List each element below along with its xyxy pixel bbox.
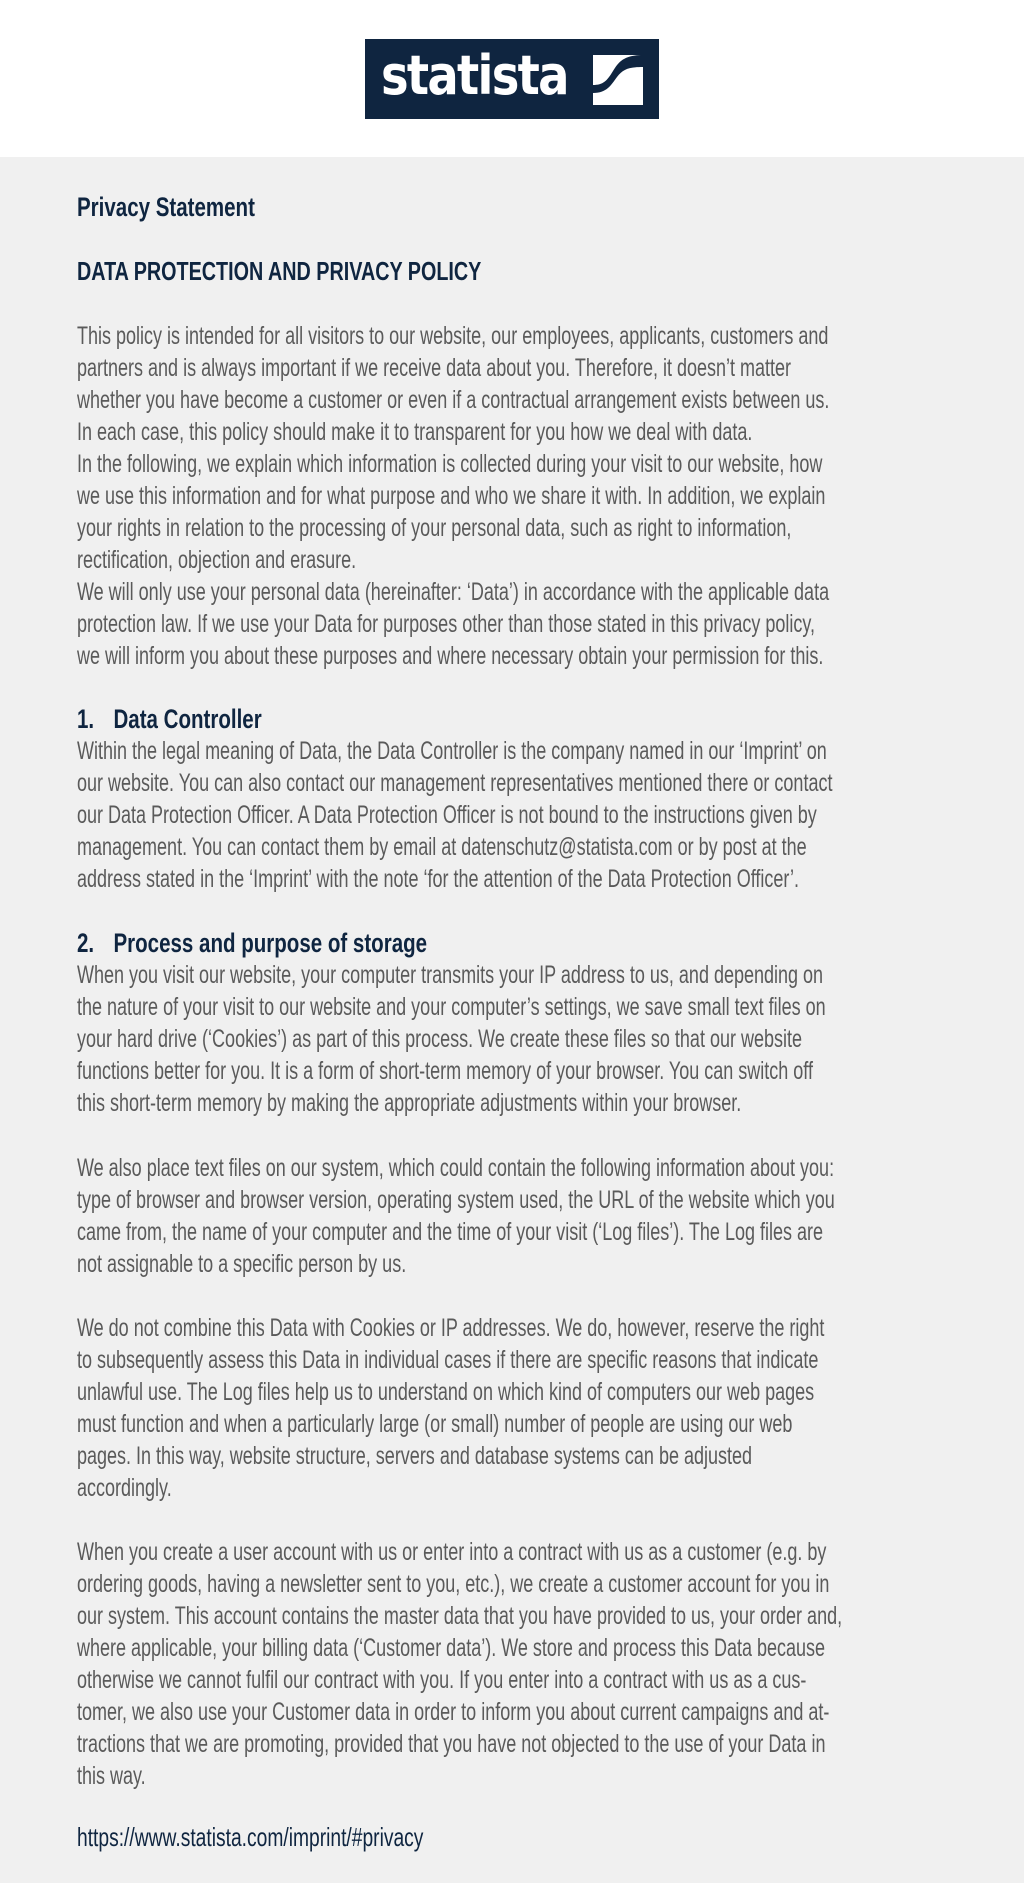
text-line: we use this information and for what purpose and who we share it with. In addition, we explain — [77, 482, 826, 510]
text-line: the nature of your visit to our website and your computer’s settings, we save small text files on — [77, 993, 826, 1021]
text-line: whether you have become a customer or even if a contractual arrangement exists between us. — [77, 386, 830, 414]
text-line: where applicable, your billing data (‘Customer data’). We store and process this Data because — [77, 1634, 826, 1662]
text-line: to subsequently assess this Data in individual cases if there are specific reasons that indicate — [77, 1346, 819, 1374]
paragraph-data-combination — [77, 1312, 1024, 1504]
section-title: Process and purpose of storage — [113, 928, 428, 958]
paragraph-customer-data — [77, 1536, 1024, 1792]
text-line: ordering goods, having a newsletter sent to you, etc.), we create a customer account for you in — [77, 1570, 830, 1598]
section-title: Data Controller — [113, 704, 262, 734]
page-header — [0, 0, 1024, 157]
text-line: our system. This account contains the master data that you have provided to us, your order and, — [77, 1602, 843, 1630]
text-line: When you visit our website, your computer transmits your IP address to us, and depending on — [77, 961, 824, 989]
text-line: this way. — [77, 1762, 146, 1790]
logo-wordmark: statista — [381, 44, 568, 107]
text-line: otherwise we cannot fulfil our contract with you. If you enter into a contract with us as a cus- — [77, 1666, 807, 1694]
text-line: We also place text files on our system, which could contain the following information about you: — [77, 1154, 835, 1182]
text-line: our Data Protection Officer. A Data Protection Officer is not bound to the instructions given by — [77, 801, 817, 829]
paragraph-log-files — [77, 1152, 1024, 1280]
statista-mark-icon — [593, 55, 643, 105]
section-heading — [77, 703, 874, 735]
text-line: We will only use your personal data (hereinafter: ‘Data’) in accordance with the applicable data — [77, 578, 830, 606]
text-line: your rights in relation to the processing of your personal data, such as right to information, — [77, 514, 792, 542]
text-line: When you create a user account with us or enter into a contract with us as a customer (e.g. by — [77, 1538, 827, 1566]
text-line: In each case, this policy should make it to transparent for you how we deal with data. — [77, 418, 753, 446]
section-heading — [77, 927, 867, 959]
text-line: We do not combine this Data with Cookies or IP addresses. We do, however, reserve the right — [77, 1314, 825, 1342]
policy-heading: DATA PROTECTION AND PRIVACY POLICY — [77, 256, 482, 286]
page-title: Privacy Statement — [77, 192, 255, 222]
text-line: address stated in the ‘Imprint’ with the note ‘for the attention of the Data Protection Officer’. — [77, 865, 800, 893]
text-line: rectification, objection and erasure. — [77, 546, 357, 574]
text-line: partners and is always important if we receive data about you. Therefore, it doesn’t matter — [77, 354, 792, 382]
text-line: must function and when a particularly large (or small) number of people are using our web — [77, 1410, 793, 1438]
text-line: our website. You can also contact our management representatives mentioned there or contact — [77, 769, 833, 797]
text-line: not assignable to a specific person by us. — [77, 1250, 407, 1278]
text-line: came from, the name of your computer and the time of your visit (‘Log files’). The Log files are — [77, 1218, 824, 1246]
text-line: this short-term memory by making the appropriate adjustments within your browser. — [77, 1089, 742, 1117]
text-line: type of browser and browser version, operating system used, the URL of the website which you — [77, 1186, 835, 1214]
section-body — [77, 735, 1024, 895]
text-line: functions better for you. It is a form of short-term memory of your browser. You can switch off — [77, 1057, 813, 1085]
text-line: accordingly. — [77, 1474, 172, 1502]
text-line: Within the legal meaning of Data, the Data Controller is the company named in our ‘Imprint’ on — [77, 737, 827, 765]
intro-paragraph — [77, 320, 1024, 672]
text-line: tomer, we also use your Customer data in order to inform you about current campaigns and at- — [77, 1698, 830, 1726]
section-process-purpose — [77, 927, 1024, 1119]
privacy-url-link[interactable]: https://www.statista.com/imprint/#privacy — [77, 1822, 424, 1852]
section-data-controller — [77, 703, 1024, 895]
text-line: we will inform you about these purposes and where necessary obtain your permission for this. — [77, 642, 824, 670]
section-number: 2. — [77, 928, 95, 958]
text-line: tractions that we are promoting, provided that you have not objected to the use of your Data in — [77, 1730, 826, 1758]
text-line: pages. In this way, website structure, servers and database systems can be adjusted — [77, 1442, 753, 1470]
text-line: unlawful use. The Log files help us to understand on which kind of computers our web pages — [77, 1378, 815, 1406]
text-line: protection law. If we use your Data for purposes other than those stated in this privacy policy, — [77, 610, 816, 638]
text-line: management. You can contact them by email at datenschutz@statista.com or by post at the — [77, 833, 807, 861]
text-line: In the following, we explain which information is collected during your visit to our website, how — [77, 450, 823, 478]
text-line: your hard drive (‘Cookies’) as part of this process. We create these files so that our website — [77, 1025, 802, 1053]
text-line: This policy is intended for all visitors to our website, our employees, applicants, customers and — [77, 322, 829, 350]
section-number: 1. — [77, 704, 95, 734]
statista-logo[interactable] — [365, 39, 659, 119]
paragraph-cookies — [77, 959, 1024, 1119]
